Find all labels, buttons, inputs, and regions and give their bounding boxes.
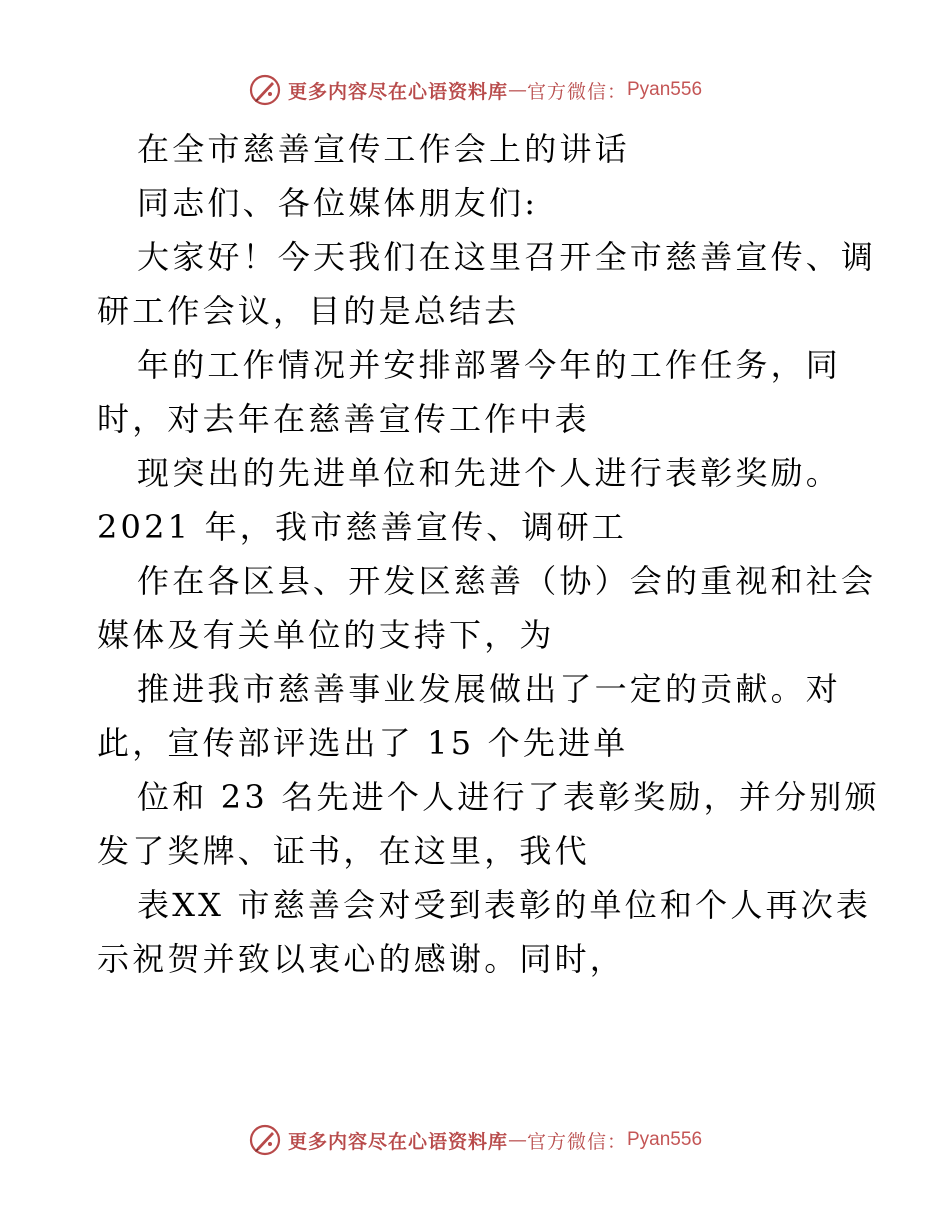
quill-pen-logo-icon [248, 1123, 282, 1157]
banner-separator: — [507, 1129, 527, 1151]
paragraph-line: 媒体及有关单位的支持下，为 [97, 616, 555, 654]
paragraph-line: 现突出的先进单位和先进个人进行表彰奖励。 [137, 454, 842, 492]
banner-brand-text: 更多内容尽在心语资料库 [287, 80, 508, 103]
paragraph-line: 时，对去年在慈善宣传工作中表 [97, 400, 590, 438]
banner-brand-text: 更多内容尽在心语资料库 [287, 1130, 508, 1153]
paragraph-line: 表XX 市慈善会对受到表彰的单位和个人再次表 [137, 886, 872, 924]
banner-separator: — [507, 79, 527, 101]
paragraph-line: 推进我市慈善事业发展做出了一定的贡献。对 [137, 670, 842, 708]
paragraph-line: 大家好！今天我们在这里召开全市慈善宣传、调 [137, 238, 877, 276]
document-body [97, 122, 880, 986]
banner-wechat-label: 官方微信： [526, 80, 627, 103]
paragraph-line: 位和 23 名先进个人进行了表彰奖励，并分别颁 [137, 778, 880, 816]
paragraph-line: 作在各区县、开发区慈善（协）会的重视和社会 [137, 562, 877, 600]
paragraph-line: 2021 年，我市慈善宣传、调研工 [97, 508, 628, 546]
document-title: 在全市慈善宣传工作会上的讲话 [137, 130, 630, 168]
banner-wechat-id: Pyan556 [627, 1129, 703, 1150]
quill-pen-logo-icon [248, 73, 282, 107]
salutation-line: 同志们、各位媒体朋友们: [137, 184, 539, 222]
banner-wechat-label: 官方微信： [526, 1130, 627, 1153]
paragraph-line: 发了奖牌、证书，在这里，我代 [97, 832, 590, 870]
banner-wechat-id: Pyan556 [627, 79, 703, 100]
footer-banner [0, 1120, 950, 1160]
paragraph-line: 年的工作情况并安排部署今年的工作任务，同 [137, 346, 842, 384]
paragraph-line: 此，宣传部评选出了 15 个先进单 [97, 724, 629, 762]
paragraph-line: 示祝贺并致以衷心的感谢。同时， [97, 940, 626, 978]
header-banner [0, 70, 950, 110]
paragraph-line: 研工作会议，目的是总结去 [97, 292, 520, 330]
